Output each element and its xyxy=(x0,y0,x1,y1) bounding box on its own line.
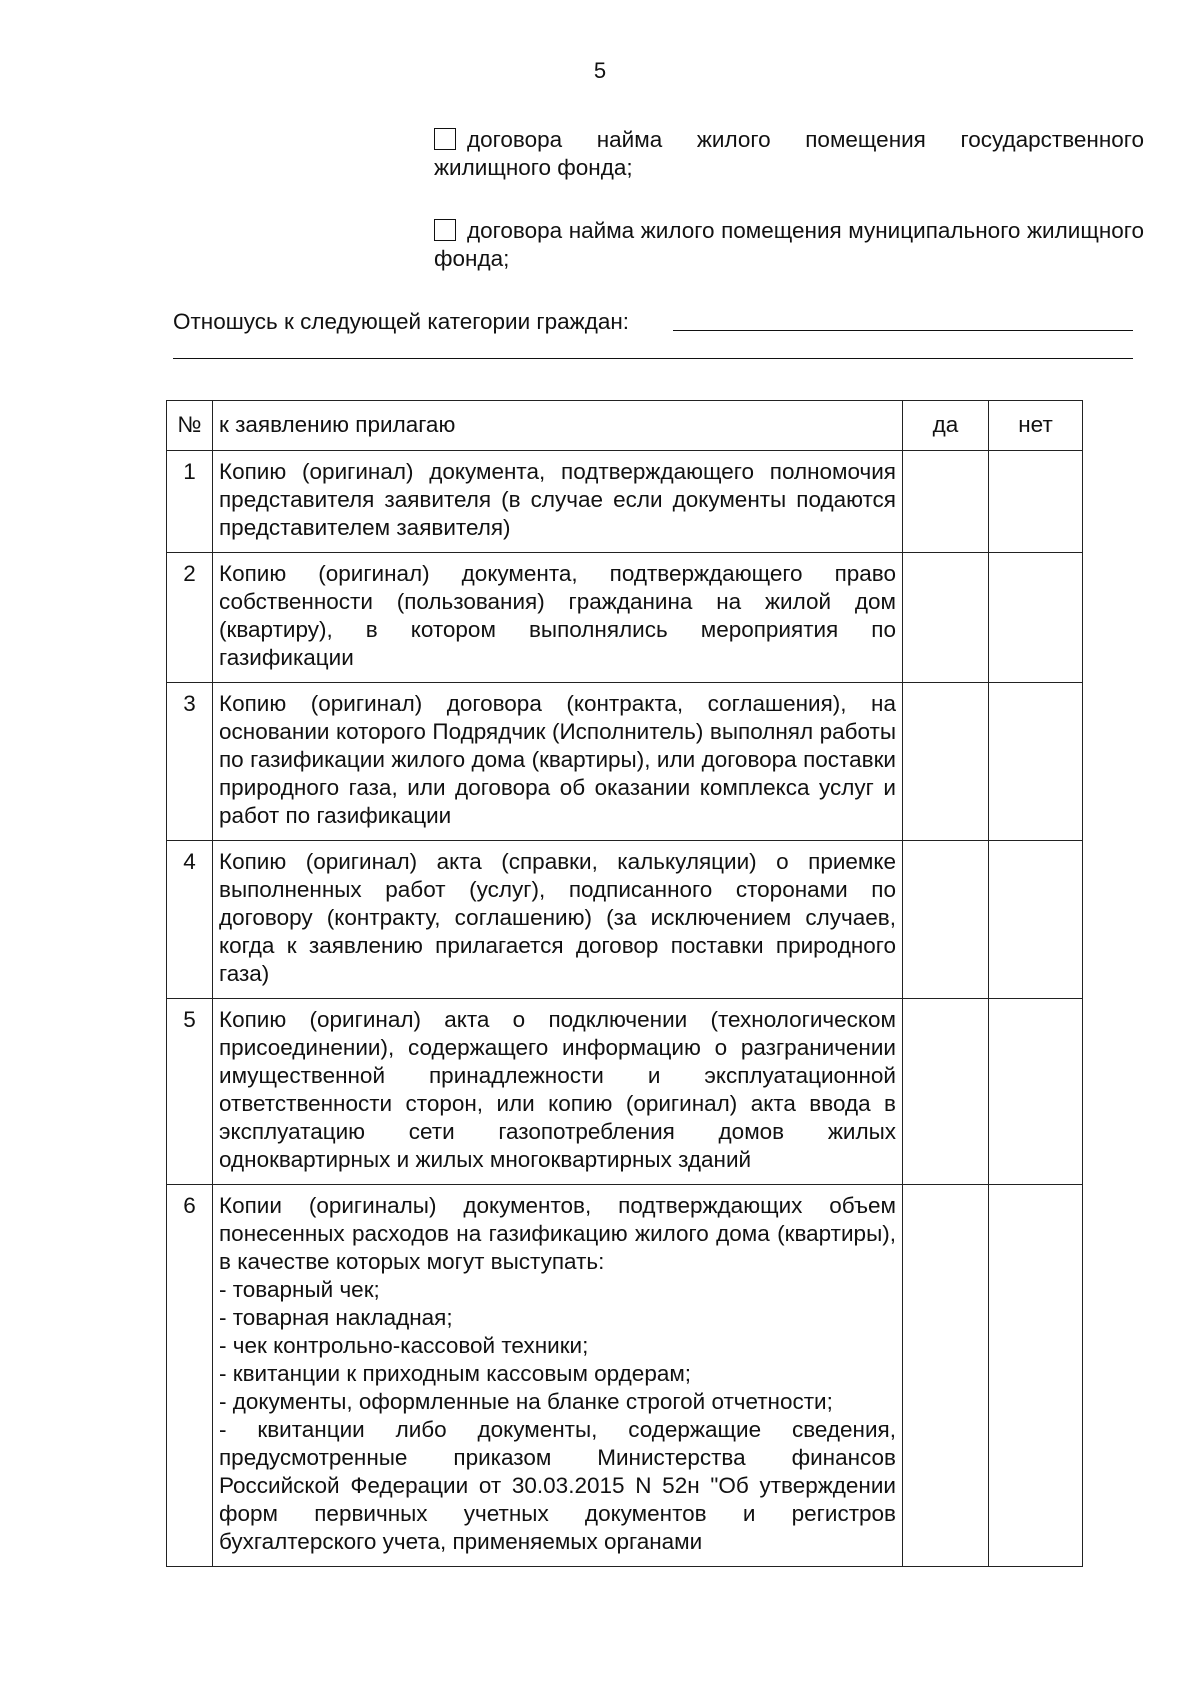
yes-cell[interactable] xyxy=(903,999,989,1185)
header-title: к заявлению прилагаю xyxy=(213,401,903,451)
row-text: Копию (оригинал) документа, подтверждающего полномочия представителя заявителя (в случае если документы подаются представителем заявителя) xyxy=(213,451,903,553)
yes-cell[interactable] xyxy=(903,451,989,553)
yes-cell[interactable] xyxy=(903,553,989,683)
table-row xyxy=(167,1185,1083,1567)
option-state-housing-label: договора найма жилого помещения государственного жилищного фонда; xyxy=(434,127,1144,180)
no-cell[interactable] xyxy=(989,683,1083,841)
row-number: 6 xyxy=(167,1185,213,1567)
list-item: - чек контрольно-кассовой техники; xyxy=(219,1333,589,1358)
yes-cell[interactable] xyxy=(903,1185,989,1567)
table-row xyxy=(167,999,1083,1185)
list-item: - документы, оформленные на бланке строгой отчетности; xyxy=(219,1389,833,1414)
no-cell[interactable] xyxy=(989,1185,1083,1567)
category-input-line[interactable] xyxy=(673,330,1133,331)
header-no: нет xyxy=(989,401,1083,451)
no-cell[interactable] xyxy=(989,841,1083,999)
list-item: - квитанции либо документы, содержащие сведения, предусмотренные приказом Министерства финансов Российской Федерации от 30.03.2015 N 52н "Об утверждении форм первичных учетных документов и регистров бухгалтерского учета, применяемых органами xyxy=(219,1417,896,1554)
page-number: 5 xyxy=(593,58,607,83)
header-yes: да xyxy=(903,401,989,451)
row-text: Копию (оригинал) акта (справки, калькуляции) о приемке выполненных работ (услуг), подписанного сторонами по договору (контракту, соглашению) (за исключением случаев, когда к заявлению прилагается договор поставки природного газа) xyxy=(213,841,903,999)
row-text: Копию (оригинал) акта о подключении (технологическом присоединении), содержащего информацию о разграничении имущественной принадлежности и эксплуатационной ответственности сторон, или копию (оригинал) акта ввода в эксплуатацию сети газопотребления домов жилых одноквартирных и жилых многоквартирных зданий xyxy=(213,999,903,1185)
category-input-line-2[interactable] xyxy=(173,358,1133,359)
no-cell[interactable] xyxy=(989,999,1083,1185)
row-number: 3 xyxy=(167,683,213,841)
row-number: 1 xyxy=(167,451,213,553)
row-intro: Копии (оригиналы) документов, подтверждающих объем понесенных расходов на газификацию жилого дома (квартиры), в качестве которых могут выступать: xyxy=(219,1193,896,1274)
table-row xyxy=(167,683,1083,841)
row-number: 5 xyxy=(167,999,213,1185)
list-item: - товарный чек; xyxy=(219,1277,380,1302)
row-text xyxy=(213,1185,903,1567)
no-cell[interactable] xyxy=(989,553,1083,683)
option-state-housing xyxy=(434,126,1144,182)
list-item: - квитанции к приходным кассовым ордерам; xyxy=(219,1361,692,1386)
row-text: Копию (оригинал) договора (контракта, соглашения), на основании которого Подрядчик (Исполнитель) выполнял работы по газификации жилого дома (квартиры), или договора поставки природного газа, или договора об оказании комплекса услуг и работ по газификации xyxy=(213,683,903,841)
row-number: 4 xyxy=(167,841,213,999)
option-municipal-housing-label: договора найма жилого помещения муниципального жилищного фонда; xyxy=(434,218,1144,271)
header-number: № xyxy=(167,401,213,451)
checkbox-state-housing[interactable] xyxy=(434,128,456,150)
row-number: 2 xyxy=(167,553,213,683)
table-row xyxy=(167,841,1083,999)
list-item: - товарная накладная; xyxy=(219,1305,453,1330)
yes-cell[interactable] xyxy=(903,841,989,999)
option-municipal-housing xyxy=(434,217,1144,273)
no-cell[interactable] xyxy=(989,451,1083,553)
row-text: Копию (оригинал) документа, подтверждающего право собственности (пользования) гражданина на жилой дом (квартиру), в котором выполнялись мероприятия по газификации xyxy=(213,553,903,683)
documents-table xyxy=(166,400,1083,1567)
table-row xyxy=(167,451,1083,553)
table-header-row xyxy=(167,401,1083,451)
table-row xyxy=(167,553,1083,683)
yes-cell[interactable] xyxy=(903,683,989,841)
checkbox-municipal-housing[interactable] xyxy=(434,219,456,241)
category-label: Отношусь к следующей категории граждан: xyxy=(173,309,630,334)
